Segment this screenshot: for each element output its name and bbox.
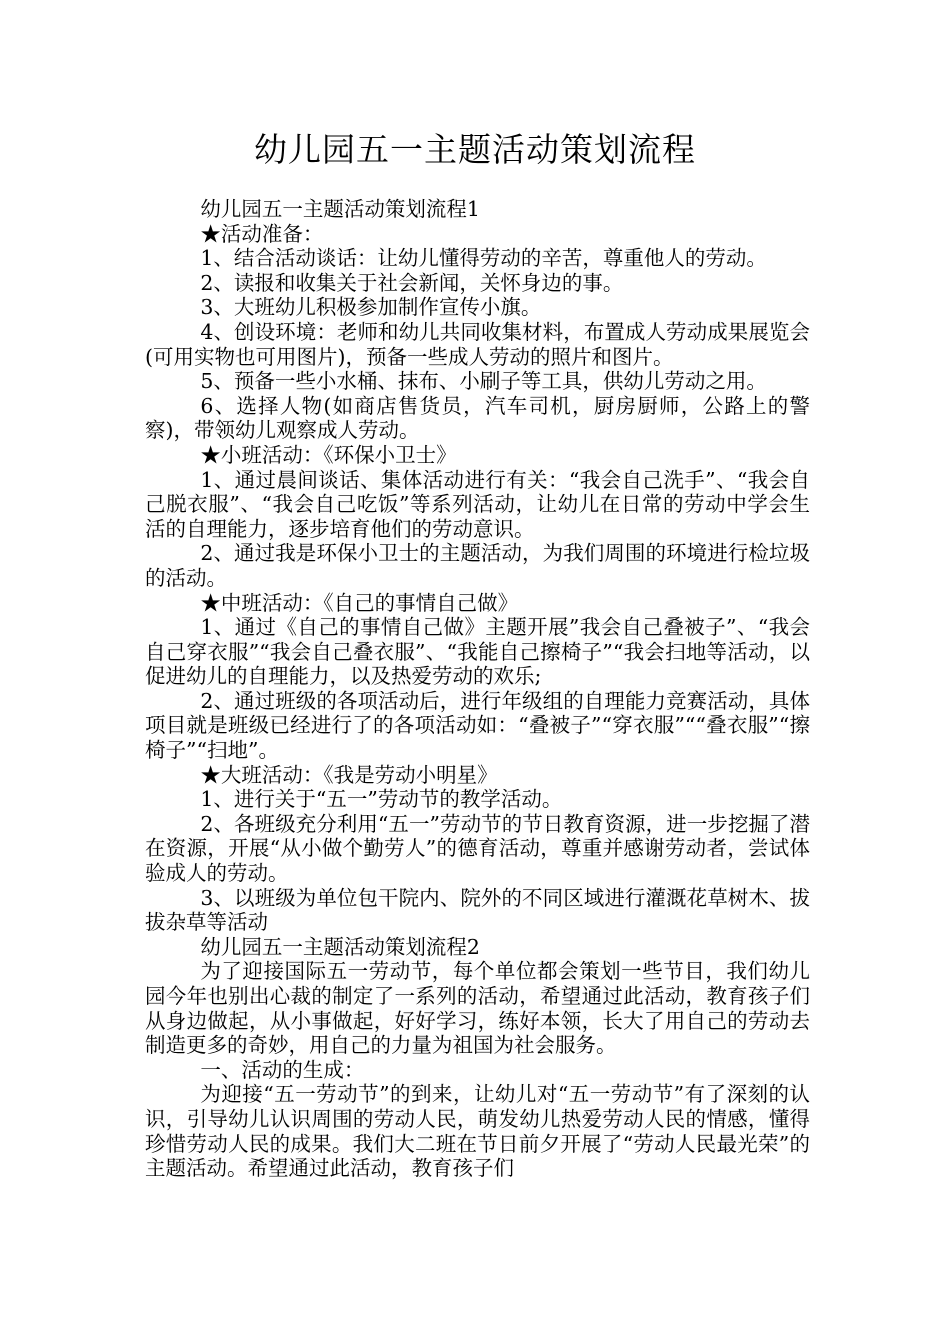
paragraph-small-class-heading: ★小班活动：《环保小卫士》: [200, 442, 457, 467]
paragraph-preparation-6: 6、选择人物(如商店售货员，汽车司机，厨房厨师，公路上的警察)，带领幼儿观察成人劳动。: [145, 393, 810, 443]
paragraph-section-1-body: 为迎接“五一劳动节”的到来，让幼儿对“五一劳动节”有了深刻的认识，引导幼儿认识周围的劳动人民，萌发幼儿热爱劳动人民的情感，懂得珍惜劳动人民的成果。我们大二班在节日前夕开展了“劳动人民最光荣”的主题活动。希望通过此活动，教育孩子们: [145, 1082, 810, 1181]
paragraph-plan-2-heading: 幼儿园五一主题活动策划流程2: [200, 934, 480, 959]
paragraph-plan-1-heading: 幼儿园五一主题活动策划流程1: [200, 197, 480, 221]
paragraph-preparation-2: 2、读报和收集关于社会新闻，关怀身边的事。: [200, 270, 624, 295]
paragraph-big-class-2: 2、各班级充分利用“五一”劳动节的节日教育资源，进一步挖掘了潜在资源，开展“从小做个勤劳人”的德育活动，尊重并感谢劳动者，尝试体验成人的劳动。: [145, 811, 810, 886]
paragraph-big-class-heading: ★大班活动：《我是劳动小明星》: [200, 762, 498, 787]
document-body: [145, 197, 810, 1181]
paragraph-small-class-2: 2、通过我是环保小卫士的主题活动，为我们周围的环境进行检垃圾的活动。: [145, 541, 810, 590]
paragraph-middle-class-2: 2、通过班级的各项活动后，进行年级组的自理能力竞赛活动，具体项目就是班级已经进行了的各项活动如：“叠被子”“穿衣服”““叠衣服”“擦椅子”“扫地”。: [145, 688, 810, 763]
paragraph-preparation-heading: ★活动准备：: [200, 221, 324, 246]
paragraph-big-class-1: 1、进行关于“五一”劳动节的教学活动。: [200, 787, 563, 812]
paragraph-preparation-4: 4、创设环境：老师和幼儿共同收集材料，布置成人劳动成果展览会(可用实物也可用图片)，预备一些成人劳动的照片和图片。: [145, 319, 810, 369]
paragraph-big-class-3: 3、以班级为单位包干院内、院外的不同区域进行灌溉花草树木、拔拔杂草等活动: [145, 885, 810, 935]
paragraph-middle-class-heading: ★中班活动：《自己的事情自己做》: [200, 590, 519, 615]
paragraph-section-1-heading: 一、活动的生成：: [200, 1057, 365, 1082]
document-title: 幼儿园五一主题活动策划流程: [254, 130, 696, 169]
paragraph-preparation-1: 1、结合活动谈话：让幼儿懂得劳动的辛苦，尊重他人的劳动。: [200, 246, 767, 271]
paragraph-preparation-3: 3、大班幼儿积极参加制作宣传小旗。: [200, 295, 542, 320]
paragraph-middle-class-1: 1、通过《自己的事情自己做》主题开展”我会自己叠被子”、“我会自己穿衣服”“我会自己叠衣服”、“我能自己擦椅子”“我会扫地等活动，以促进幼儿的自理能力，以及热爱劳动的欢乐;: [145, 615, 810, 689]
paragraph-preparation-5: 5、预备一些小水桶、抹布、小刷子等工具，供幼儿劳动之用。: [200, 369, 767, 394]
paragraph-small-class-1: 1、通过晨间谈话、集体活动进行有关：“我会自己洗手”、“我会自己脱衣服”、“我会自己吃饭”等系列活动，让幼儿在日常的劳动中学会生活的自理能力，逐步培育他们的劳动意识。: [145, 467, 810, 541]
paragraph-plan-2-intro: 为了迎接国际五一劳动节，每个单位都会策划一些节目，我们幼儿园今年也别出心裁的制定了一系列的活动，希望通过此活动，教育孩子们从身边做起，从小事做起，好好学习，练好本领，长大了用自己的劳动去制造更多的奇妙，用自己的力量为祖国为社会服务。: [145, 959, 810, 1058]
